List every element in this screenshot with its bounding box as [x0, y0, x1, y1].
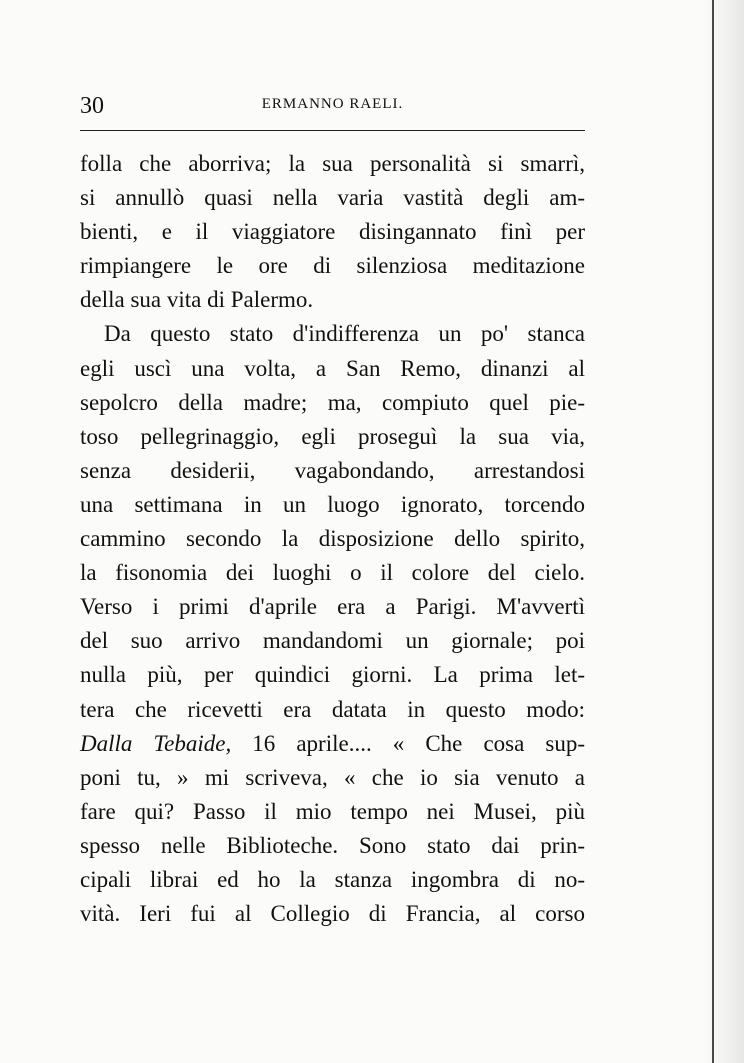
- text-line-rest: 16 aprile.... « Che cosa sup-: [252, 730, 585, 756]
- text-line: toso pellegrinaggio, egli proseguì la sua via,: [80, 423, 585, 449]
- text-line: del suo arrivo mandandomi un giornale; poi: [80, 628, 585, 654]
- text-line: Da questo stato d'indifferenza un po' stanca: [104, 321, 585, 347]
- text-line: folla che aborriva; la sua personalità si smarrì,: [80, 151, 585, 176]
- text-line: spesso nelle Biblioteche. Sono stato dai prin-: [80, 832, 585, 858]
- running-head: ERMANNO RAELI.: [261, 96, 404, 112]
- text-line: si annullò quasi nella varia vastità degli am-: [80, 185, 585, 211]
- text-line: bienti, e il viaggiatore disingannato finì per: [80, 219, 585, 245]
- text-line: vità. Ieri fui al Collegio di Francia, al corso: [80, 901, 585, 927]
- text-line-with-italic: [80, 727, 585, 761]
- text-line: senza desiderii, vagabondando, arrestandosi: [80, 457, 585, 483]
- italic-title: Dalla Tebaide,: [80, 730, 232, 756]
- text-line: della sua vita di Palermo.: [80, 287, 314, 313]
- text-line: cammino secondo la disposizione dello spirito,: [80, 526, 585, 552]
- text-line: una settimana in un luogo ignorato, torcendo: [80, 491, 585, 517]
- body-text: [80, 147, 585, 931]
- text-line: sepolcro della madre; ma, compiuto quel pie-: [80, 389, 585, 415]
- page-header: [80, 92, 585, 122]
- text-line: poni tu, » mi scriveva, « che io sia venuto a: [80, 764, 585, 790]
- binding-edge-line: [712, 0, 714, 1063]
- text-line: cipali librai ed ho la stanza ingombra di no-: [80, 866, 585, 892]
- page-number: 30: [80, 93, 104, 119]
- text-line: la fisonomia dei luoghi o il colore del cielo.: [80, 560, 585, 586]
- page-edge-shadow: [704, 0, 744, 1063]
- text-line: fare qui? Passo il mio tempo nei Musei, più: [80, 798, 585, 824]
- text-line: Verso i primi d'aprile era a Parigi. M'avvertì: [80, 594, 585, 620]
- text-line: nulla più, per quindici giorni. La prima let-: [80, 662, 585, 688]
- text-line: egli uscì una volta, a San Remo, dinanzi al: [80, 355, 585, 381]
- text-line: rimpiangere le ore di silenziosa meditazione: [80, 253, 585, 279]
- header-rule: [80, 130, 585, 131]
- text-line: tera che ricevetti era datata in questo modo:: [80, 696, 585, 722]
